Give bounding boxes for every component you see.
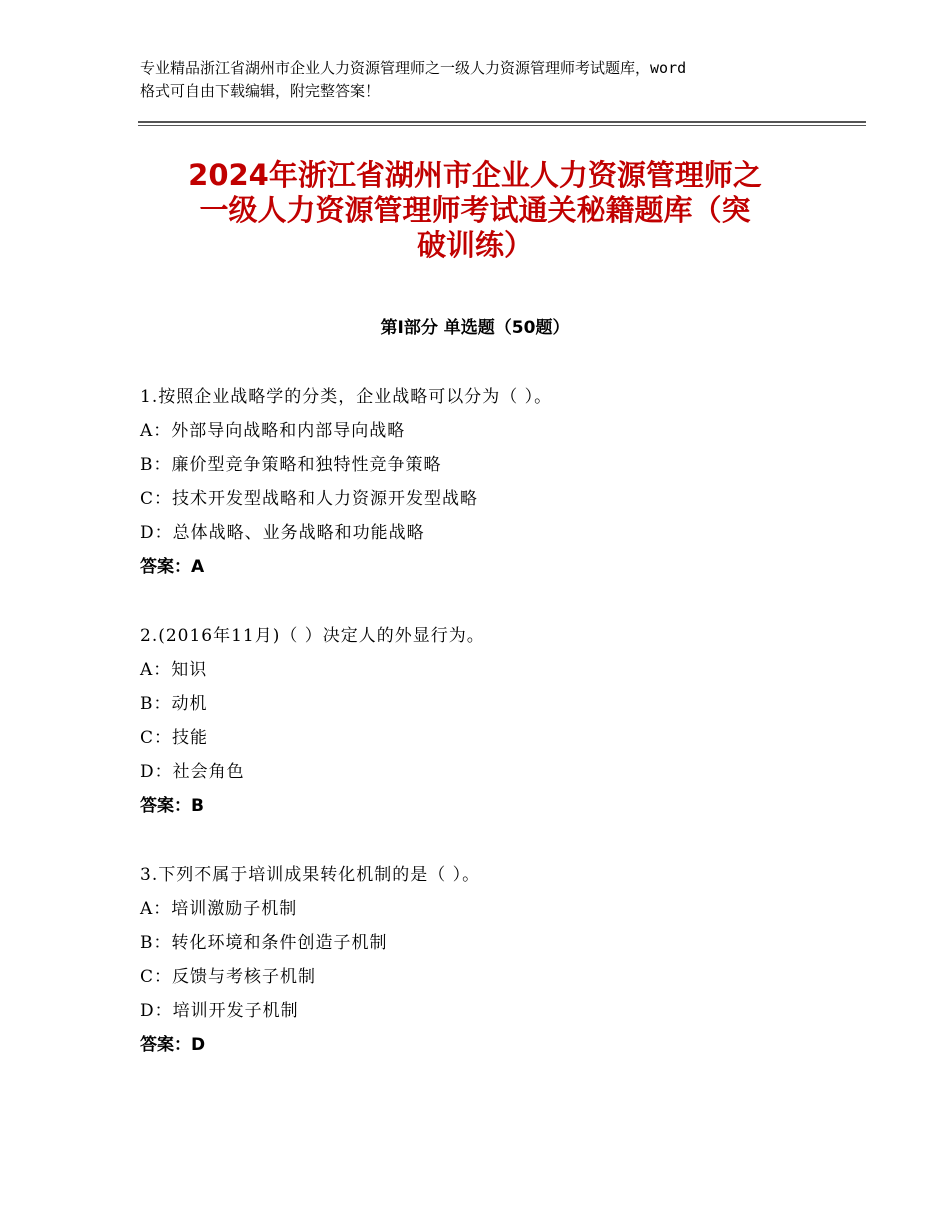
question-1 — [140, 380, 840, 584]
answer: 答案：D — [140, 1035, 206, 1055]
question-stem: 3.下列不属于培训成果转化机制的是（ ）。 — [140, 865, 481, 885]
option-d: D：培训开发子机制 — [140, 1001, 299, 1021]
option-b: B：转化环境和条件创造子机制 — [140, 933, 388, 953]
header-note-line-2: 格式可自由下载编辑，附完整答案！ — [140, 82, 381, 100]
title-line-3: 破训练） — [416, 228, 533, 262]
option-d: D：总体战略、业务战略和功能战略 — [140, 523, 425, 543]
question-3 — [140, 858, 840, 1062]
option-b: B：廉价型竞争策略和独特性竞争策略 — [140, 455, 442, 475]
header-note — [140, 57, 830, 103]
document-title — [120, 158, 830, 263]
header-note-line-1: 专业精品浙江省湖州市企业人力资源管理师之一级人力资源管理师考试题库，word — [140, 59, 687, 77]
option-b: B：动机 — [140, 694, 208, 714]
header-rule-thick — [138, 121, 866, 123]
option-c: C：反馈与考核子机制 — [140, 967, 317, 987]
section-heading: 第Ⅰ部分 单选题（50题） — [380, 318, 570, 338]
title-line-1: 2024年浙江省湖州市企业人力资源管理师之 — [188, 158, 762, 192]
question-stem: 2.(2016年11月)（ ）决定人的外显行为。 — [140, 626, 485, 646]
title-line-2: 一级人力资源管理师考试通关秘籍题库（突 — [199, 193, 751, 227]
option-d: D：社会角色 — [140, 762, 245, 782]
option-a: A：培训激励子机制 — [140, 899, 298, 919]
option-a: A：外部导向战略和内部导向战略 — [140, 421, 406, 441]
question-stem: 1.按照企业战略学的分类，企业战略可以分为（ ）。 — [140, 387, 553, 407]
question-2 — [140, 619, 840, 823]
answer: 答案：B — [140, 796, 204, 816]
option-c: C：技术开发型战略和人力资源开发型战略 — [140, 489, 479, 509]
option-c: C：技能 — [140, 728, 209, 748]
option-a: A：知识 — [140, 660, 208, 680]
header-rule-thin — [138, 125, 866, 126]
answer: 答案：A — [140, 557, 205, 577]
